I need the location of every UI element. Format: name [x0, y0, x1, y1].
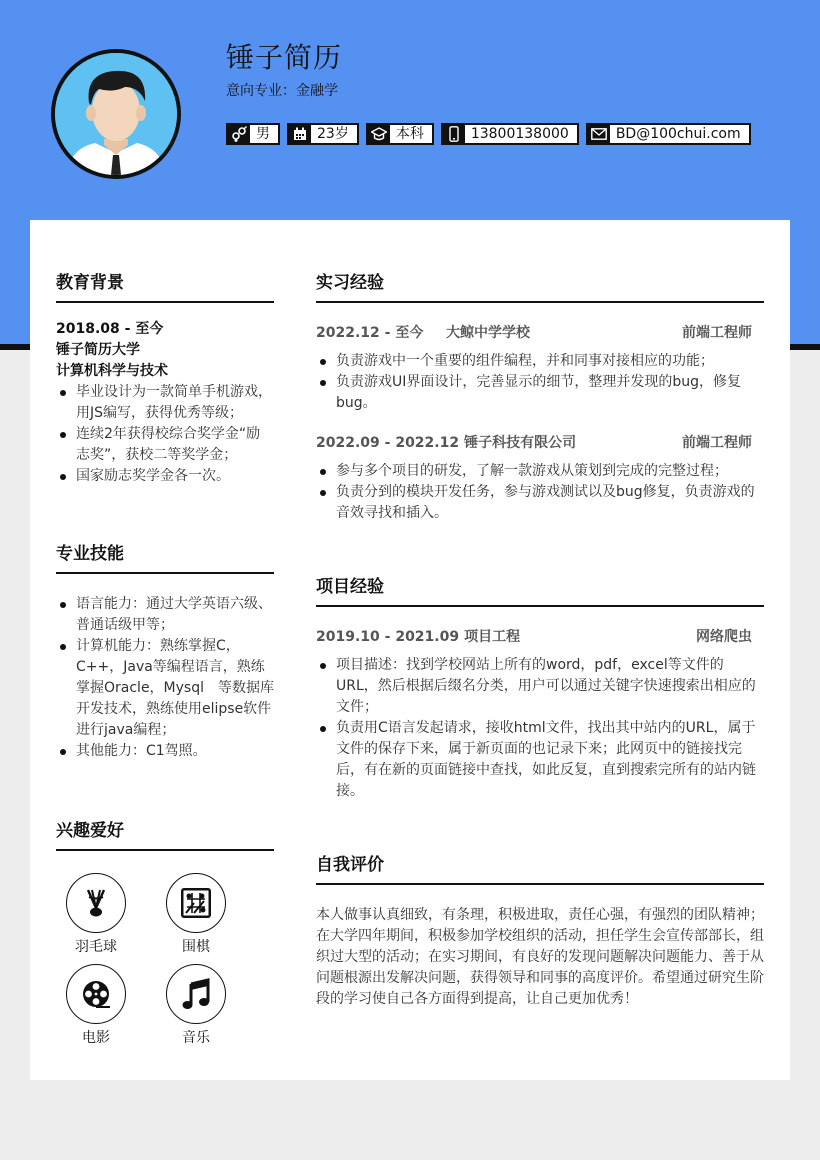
left-column [56, 272, 274, 1047]
music-note-icon [166, 964, 226, 1024]
internship-title: 实习经验 [316, 272, 764, 303]
job-entry [316, 323, 764, 414]
hobby-label: 羽毛球 [75, 939, 117, 955]
list-item: 连续2年获得校综合奖学金“励志奖”，获校二等奖学金； [56, 424, 274, 466]
internship-section [316, 272, 764, 524]
gender-value: 男 [256, 126, 270, 142]
hobby-movie [66, 964, 126, 1047]
list-item: 计算机能力：熟练掌握C，C++，Java等编程语言，熟练掌握Oracle，Mysql 等数据库开发技术，熟练使用elipse软件进行java编程； [56, 636, 274, 741]
project-header [316, 627, 764, 648]
education-date: 2018.08 - 至今 [56, 321, 164, 337]
skills-title: 专业技能 [56, 543, 274, 574]
projects-section [316, 576, 764, 802]
education-title: 教育背景 [56, 272, 274, 303]
skills-section [56, 543, 274, 762]
list-item: 国家励志奖学金各一次。 [56, 466, 274, 487]
email-value: BD@100chui.com [615, 126, 741, 142]
list-item: 负责用C语言发起请求，接收html文件，找出其中站内的URL，属于文件的保存下来，属于新页面的也记录下来；此网页中的链接找完后，有在新的页面链接中查找，如此反复，直到搜索完所有的站内链接。 [316, 718, 764, 802]
degree-tag [366, 123, 434, 145]
resume-paper [30, 220, 790, 1080]
education-section [56, 272, 274, 487]
job-company: 锤子科技有限公司 [464, 435, 577, 451]
envelope-icon [588, 124, 610, 144]
skills-list [56, 594, 274, 762]
projects-title: 项目经验 [316, 576, 764, 607]
education-list [56, 382, 274, 487]
self-evaluation-text: 本人做事认真细致，有条理，积极进取，责任心强，有强烈的团队精神；在大学四年期间，积极参加学校组织的活动，担任学生会宣传部部长，组织过大型的活动；在实习期间，有良好的发现问题解决问题能力、善于从问题根源出发解决问题，获得领导和同事的高度评价。希望通过研究生阶段的学习使自己各方面得到提高，让自己更加优秀！ [316, 907, 764, 1007]
list-item: 负责游戏UI界面设计，完善显示的细节，整理并发现的bug，修复bug。 [316, 372, 764, 414]
hobby-label: 音乐 [182, 1030, 210, 1046]
age-tag [287, 123, 359, 145]
job-company: 大鲸中学学校 [446, 325, 530, 341]
hobbies-title: 兴趣爱好 [56, 820, 274, 851]
phone-icon [443, 124, 465, 144]
education-major: 计算机科学与技术 [56, 363, 168, 379]
job-header [316, 433, 764, 454]
shuttlecock-icon [66, 873, 126, 933]
project-name: 项目工程 [464, 629, 521, 645]
phone-tag [441, 123, 579, 145]
job-date: 2022.12 - 至今 [316, 325, 424, 341]
info-tags [226, 123, 751, 145]
hobby-label: 电影 [82, 1030, 110, 1046]
right-column [316, 272, 764, 1010]
go-board-icon [166, 873, 226, 933]
hobbies-section [56, 820, 274, 1047]
project-date: 2019.10 - 2021.09 [316, 629, 460, 645]
avatar-illustration [55, 53, 177, 175]
hobby-music [166, 964, 226, 1047]
list-item: 毕业设计为一款简单手机游戏，用JS编写，获得优秀等级； [56, 382, 274, 424]
list-item: 负责分到的模块开发任务，参与游戏测试以及bug修复，负责游戏的音效寻找和插入。 [316, 482, 764, 524]
avatar [51, 49, 181, 179]
hobby-go [166, 873, 226, 956]
education-school: 锤子简历大学 [56, 342, 140, 358]
degree-value: 本科 [395, 126, 424, 142]
list-item: 项目描述：找到学校网站上所有的word，pdf，excel等文件的URL，然后根据后缀名分类，用户可以通过关键字快速搜索出相应的文件； [316, 655, 764, 718]
list-item: 其他能力：C1驾照。 [56, 741, 274, 762]
calendar-icon [289, 124, 311, 144]
list-item: 负责游戏中一个重要的组件编程，并和同事对接相应的功能； [316, 351, 764, 372]
job-duties [316, 351, 764, 414]
resume-name: 锤子简历 [226, 41, 343, 74]
email-tag [586, 123, 751, 145]
self-evaluation-title: 自我评价 [316, 854, 764, 885]
gender-icon [228, 124, 250, 144]
project-list [316, 655, 764, 802]
hobby-label: 围棋 [182, 939, 210, 955]
hobbies-grid [66, 873, 274, 1047]
intended-major: 意向专业：金融学 [226, 83, 338, 99]
graduation-cap-icon [368, 124, 390, 144]
job-role: 前端工程师 [682, 325, 752, 341]
job-header [316, 323, 764, 344]
list-item: 参与多个项目的研发，了解一款游戏从策划到完成的完整过程； [316, 461, 764, 482]
job-duties [316, 461, 764, 524]
job-date: 2022.09 - 2022.12 [316, 435, 460, 451]
job-entry [316, 433, 764, 524]
job-role: 前端工程师 [682, 435, 752, 451]
self-evaluation-section [316, 854, 764, 1010]
list-item: 语言能力：通过大学英语六级、普通话级甲等； [56, 594, 274, 636]
film-reel-icon [66, 964, 126, 1024]
age-value: 23岁 [317, 126, 349, 142]
phone-value: 13800138000 [470, 126, 569, 142]
gender-tag [226, 123, 280, 145]
hobby-badminton [66, 873, 126, 956]
project-role: 网络爬虫 [696, 629, 752, 645]
